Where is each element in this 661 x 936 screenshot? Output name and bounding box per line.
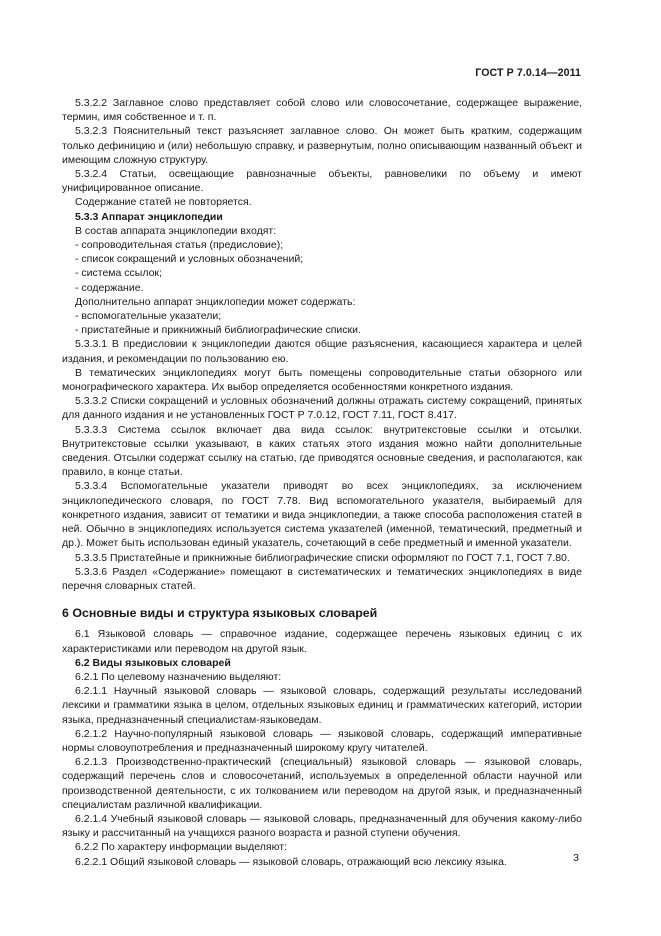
paragraph: 6.2.2 По характеру информации выделяют:: [75, 841, 287, 854]
paragraph: 5.3.2.4 Статьи, освещающие равнозначные объекты, равновелики по объему и имеют унифицированное описание.: [62, 168, 582, 195]
paragraph: 5.3.3.2 Списки сокращений и условных обозначений должны отражать систему сокращений, принятых для данного издания и не установленных ГОСТ Р 7.0.12, ГОСТ 7.11, ГОСТ 8.417.: [62, 395, 582, 422]
list-item: - список сокращений и условных обозначений;: [75, 253, 304, 266]
paragraph: 6.2.1.4 Учебный языковой словарь — языковой словарь, предназначенный для обучения какому-либо языку и рассчитанный на учащихся разного возраста и разной ступени обучения.: [62, 812, 582, 840]
paragraph: 6.2.2.1 Общий языковой словарь — языковой словарь, отражающий всю лексику языка.: [75, 855, 507, 868]
paragraph: 5.3.3.5 Пристатейные и прикнижные библиографические списки оформляют по ГОСТ 7.1, ГОСТ 7.80.: [75, 551, 570, 564]
paragraph: В тематических энциклопедиях могут быть помещены сопроводительные статьи обзорного или монографического характера. Их выбор определяется особенностями конкретного издания.: [62, 366, 582, 394]
paragraph: 5.3.3.6 Раздел «Содержание» помещают в систематических и тематических энциклопедиях в виде перечня словарных статей.: [62, 565, 582, 592]
paragraph: В состав аппарата энциклопедии входят:: [75, 224, 277, 237]
paragraph: 5.3.2.2 Заглавное слово представляет собой слово или словосочетание, содержащее выражение, термин, имя собственное и т. п.: [62, 97, 582, 124]
paragraph: 5.3.3.4 Вспомогательные указатели приводят во всех энциклопедиях, за исключением энциклопедического словаря, по ГОСТ 7.78. Вид вспомогательного указателя, выбираемый для конкретного издания, зависит от тематики и вида энциклопедии, а также способа расположения статей в ней. Обычно в энциклопедиях используется система указателей (именной, тематический, предметный и др.). Может быть использован единый указатель, сочетающий в себе предметный и именной указатели.: [62, 480, 582, 550]
subsection-heading: 6.2 Виды языковых словарей: [75, 656, 231, 669]
document-header: ГОСТ Р 7.0.14—2011: [475, 67, 581, 79]
paragraph: Дополнительно аппарат энциклопедии может содержать:: [75, 295, 356, 308]
document-body: [62, 96, 582, 869]
paragraph: 5.3.3.1 В предисловии к энциклопедии даются общие разъяснения, касающиеся характера и целей издания, и рекомендации по пользованию ею.: [62, 338, 582, 365]
paragraph: 6.2.1.1 Научный языковой словарь — языковой словарь, содержащий результаты исследований лексики и грамматики языка в целом, отдельных языковых единиц и грамматических категорий, истории языка, предназначенный специалистам-языковедам.: [62, 685, 582, 726]
paragraph: 5.3.3.3 Система ссылок включает два вида ссылок: внутритекстовые ссылки и отсылки. Внутритекстовые ссылки указывают, в каких статьях этого издания можно найти дополнительные сведения. Отсылки содержат ссылку на статью, где приводятся основные сведения, и располагаются, как правило, в конце статьи.: [62, 423, 582, 479]
paragraph: 6.1 Языковой словарь — справочное издание, содержащее перечень языковых единиц с их характеристиками или переводом на другой язык.: [62, 628, 582, 655]
page-number: 3: [573, 852, 579, 864]
section-heading: 6 Основные виды и структура языковых словарей: [62, 606, 378, 621]
paragraph: 6.2.1.2 Научно-популярный языковой словарь — языковой словарь, содержащий императивные нормы словоупотребления и предназначенный широкому кругу читателей.: [62, 727, 582, 754]
list-item: - сопроводительная статья (предисловие);: [75, 239, 284, 252]
list-item: - пристатейные и прикнижный библиографические списки.: [75, 324, 361, 337]
subsection-heading: 5.3.3 Аппарат энциклопедии: [75, 210, 223, 223]
list-item: - содержание.: [75, 281, 144, 294]
paragraph: 6.2.1 По целевому назначению выделяют:: [75, 670, 282, 683]
list-item: - система ссылок;: [75, 267, 162, 280]
paragraph: 6.2.1.3 Производственно-практический (специальный) языковой словарь — языковой словарь, содержащий перечень слов и словосочетаний, используемых в определенной области научной или производственной деятельности, с их толкованием или переводом на другой язык, и предназначенный специалистам различной квалификации.: [62, 756, 582, 811]
paragraph: 5.3.2.3 Пояснительный текст разъясняет заглавное слово. Он может быть кратким, содержащим только дефиницию и (или) небольшую справку, и развернутым, полно описывающим названный объект и имеющим сложную структуру.: [62, 125, 582, 166]
paragraph: Содержание статей не повторяется.: [75, 196, 252, 209]
list-item: - вспомогательные указатели;: [75, 310, 222, 323]
